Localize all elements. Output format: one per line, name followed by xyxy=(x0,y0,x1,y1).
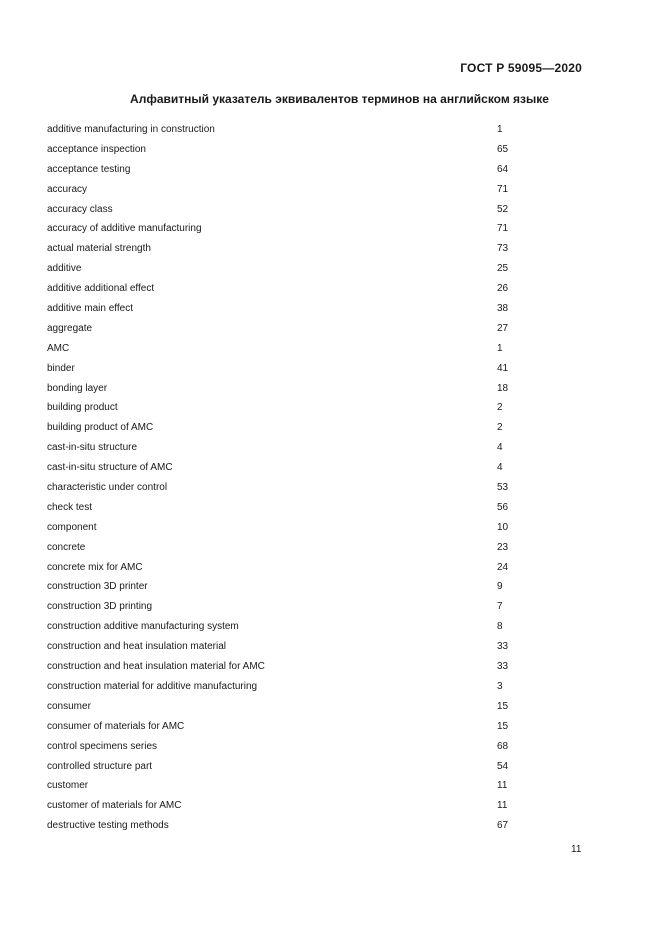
entry-term: aggregate xyxy=(47,322,93,334)
entry-term: control specimens series xyxy=(47,740,158,752)
entry-number: 15 xyxy=(497,700,509,712)
entry-term: check test xyxy=(47,501,93,513)
entry-number: 11 xyxy=(497,780,508,792)
entry-term: bonding layer xyxy=(47,382,108,394)
list-item xyxy=(47,200,517,220)
list-item xyxy=(47,379,517,399)
entry-number: 2 xyxy=(497,402,503,414)
entry-term: construction additive manufacturing system xyxy=(47,621,239,633)
list-item xyxy=(47,458,517,478)
entry-number: 33 xyxy=(497,661,509,673)
list-item xyxy=(47,737,517,757)
entry-number: 4 xyxy=(497,462,503,474)
list-item xyxy=(47,359,517,379)
entry-number: 64 xyxy=(497,163,509,175)
list-item xyxy=(47,597,517,617)
entry-term: concrete xyxy=(47,541,86,553)
document-code: ГОСТ Р 59095—2020 xyxy=(460,61,582,75)
entry-number: 71 xyxy=(497,183,509,195)
list-item xyxy=(47,120,517,140)
entry-number: 67 xyxy=(497,820,509,832)
list-item xyxy=(47,498,517,518)
entry-term: concrete mix for AMC xyxy=(47,561,143,573)
list-item xyxy=(47,219,517,239)
term-index-list xyxy=(47,120,517,836)
entry-number: 24 xyxy=(497,561,509,573)
entry-number: 3 xyxy=(497,680,503,692)
page-number: 11 xyxy=(571,844,582,855)
list-item xyxy=(47,717,517,737)
entry-number: 41 xyxy=(497,362,509,374)
list-item xyxy=(47,518,517,538)
list-item xyxy=(47,796,517,816)
list-item xyxy=(47,677,517,697)
entry-term: construction 3D printing xyxy=(47,601,153,613)
entry-number: 1 xyxy=(497,342,503,354)
entry-number: 65 xyxy=(497,143,509,155)
list-item xyxy=(47,617,517,637)
list-item xyxy=(47,160,517,180)
list-item xyxy=(47,657,517,677)
list-item xyxy=(47,438,517,458)
entry-term: controlled structure part xyxy=(47,760,153,772)
entry-term: consumer xyxy=(47,700,91,712)
list-item xyxy=(47,637,517,657)
entry-term: building product of AMC xyxy=(47,422,154,434)
entry-term: customer xyxy=(47,780,89,792)
entry-term: cast-in-situ structure of AMC xyxy=(47,462,173,474)
entry-number: 26 xyxy=(497,283,509,295)
entry-term: actual material strength xyxy=(47,243,151,255)
entry-term: accuracy xyxy=(47,183,88,195)
entry-term: additive xyxy=(47,263,82,275)
list-item xyxy=(47,538,517,558)
entry-term: destructive testing methods xyxy=(47,820,169,832)
entry-number: 54 xyxy=(497,760,509,772)
index-title: Алфавитный указатель эквивалентов терминов на английском языке xyxy=(130,92,549,106)
entry-number: 2 xyxy=(497,422,503,434)
entry-number: 1 xyxy=(497,124,503,135)
list-item xyxy=(47,299,517,319)
list-item xyxy=(47,757,517,777)
entry-number: 68 xyxy=(497,740,509,752)
entry-number: 7 xyxy=(497,601,503,613)
list-item xyxy=(47,418,517,438)
entry-term: customer of materials for AMC xyxy=(47,800,182,812)
entry-term: accuracy of additive manufacturing xyxy=(47,223,202,235)
entry-number: 52 xyxy=(497,203,509,215)
entry-number: 25 xyxy=(497,263,509,275)
list-item xyxy=(47,239,517,259)
list-item xyxy=(47,279,517,299)
entry-number: 10 xyxy=(497,521,509,533)
entry-number: 53 xyxy=(497,482,509,494)
list-item xyxy=(47,697,517,717)
entry-number: 8 xyxy=(497,621,503,633)
entry-term: consumer of materials for AMC xyxy=(47,720,185,732)
entry-number: 4 xyxy=(497,442,503,454)
entry-term: binder xyxy=(47,362,75,374)
list-item xyxy=(47,259,517,279)
entry-number: 27 xyxy=(497,322,509,334)
list-item xyxy=(47,816,517,836)
entry-term: additive main effect xyxy=(47,303,133,315)
entry-term: additive additional effect xyxy=(47,283,155,295)
entry-number: 33 xyxy=(497,641,509,653)
entry-term: characteristic under control xyxy=(47,482,168,494)
entry-term: cast-in-situ structure xyxy=(47,442,138,454)
entry-term: additive manufacturing in construction xyxy=(47,124,215,135)
list-item xyxy=(47,180,517,200)
entry-number: 56 xyxy=(497,501,509,513)
entry-number: 23 xyxy=(497,541,509,553)
entry-term: accuracy class xyxy=(47,203,113,215)
entry-number: 18 xyxy=(497,382,509,394)
entry-term: acceptance inspection xyxy=(47,143,146,155)
list-item xyxy=(47,558,517,578)
list-item xyxy=(47,478,517,498)
entry-number: 11 xyxy=(497,800,508,812)
entry-number: 73 xyxy=(497,243,509,255)
list-item xyxy=(47,339,517,359)
entry-number: 9 xyxy=(497,581,503,593)
list-item xyxy=(47,140,517,160)
entry-term: acceptance testing xyxy=(47,163,131,175)
list-item xyxy=(47,776,517,796)
list-item xyxy=(47,319,517,339)
entry-number: 15 xyxy=(497,720,509,732)
entry-term: construction and heat insulation material xyxy=(47,641,226,653)
entry-number: 38 xyxy=(497,303,509,315)
entry-term: building product xyxy=(47,402,118,414)
entry-term: AMC xyxy=(47,342,70,354)
entry-term: construction 3D printer xyxy=(47,581,148,593)
entry-term: construction and heat insulation material for AMC xyxy=(47,661,265,673)
list-item xyxy=(47,398,517,418)
entry-number: 71 xyxy=(497,223,509,235)
entry-term: component xyxy=(47,521,97,533)
entry-term: construction material for additive manufacturing xyxy=(47,680,258,692)
list-item xyxy=(47,577,517,597)
